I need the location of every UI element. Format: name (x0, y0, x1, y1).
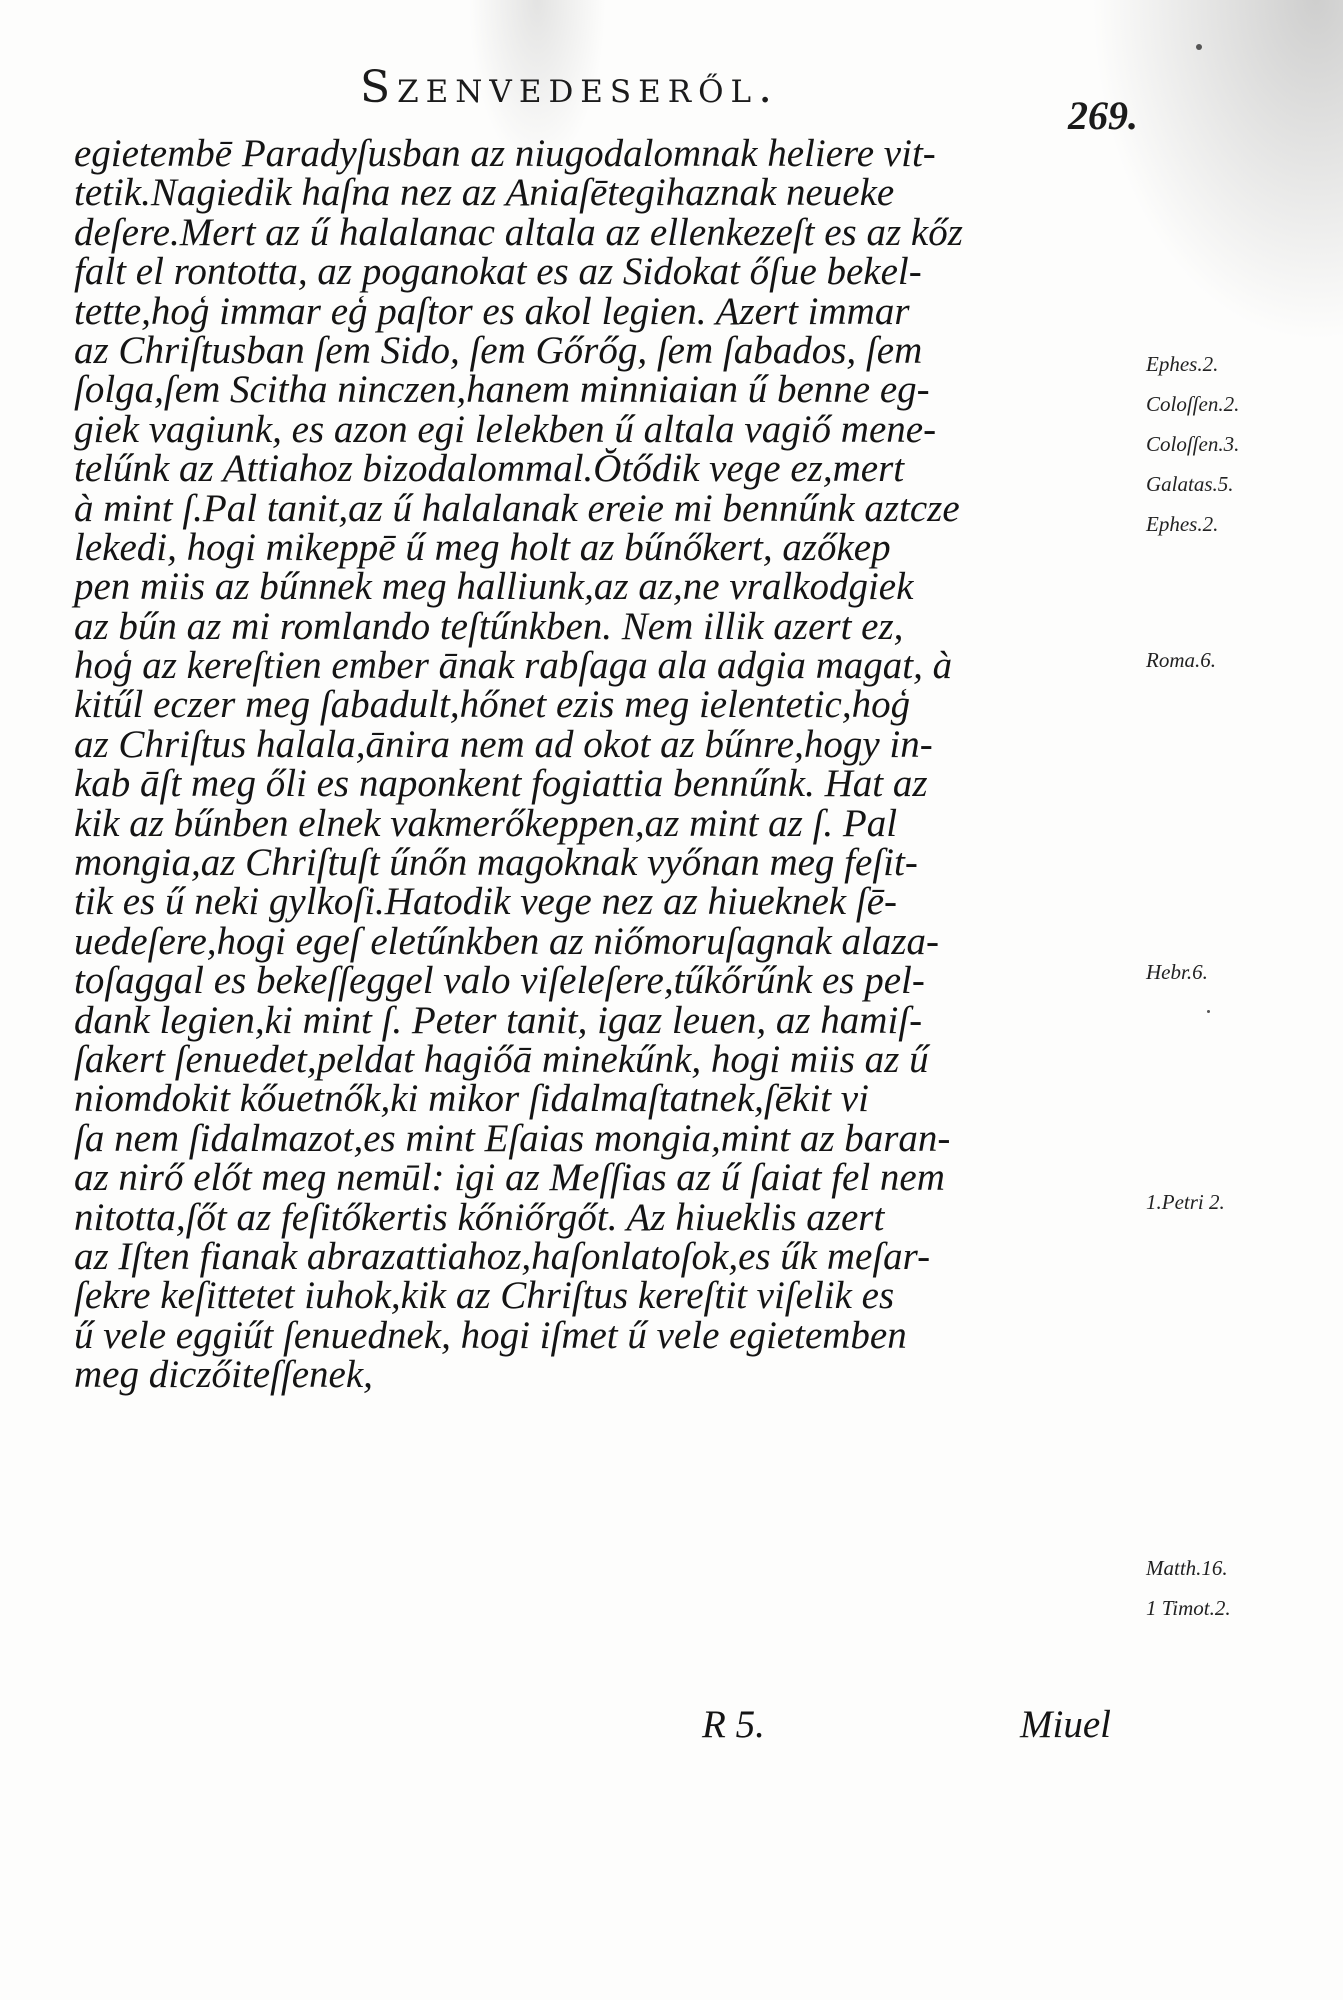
margin-note: Galatas.5. (1146, 472, 1234, 496)
text-line: kik az bűnben elnek vakmerőkeppen,az mint az ſ. Pal (74, 801, 898, 845)
margin-note: Hebr.6. (1146, 960, 1208, 984)
text-line: nitotta,ſőt az feſitőkertis kőniőrgőt. Az hiueklis azert (74, 1195, 885, 1239)
text-line: meg diczőiteſſenek, (74, 1353, 373, 1397)
margin-note: Coloſſen.2. (1146, 392, 1240, 416)
text-line: egietembē Paradyſusban az niugodalomnak heliere vit- (74, 132, 936, 175)
margin-note: Coloſſen.3. (1146, 432, 1240, 456)
text-line: pen miis az bűnnek meg halliunk,az az,ne vralkodgiek (74, 565, 914, 609)
ink-speck (1207, 1010, 1210, 1013)
text-line: falt el rontotta, az poganokat es az Sidokat őſue bekel- (74, 250, 922, 294)
text-line: ſakert ſenuedet,peldat hagiőā minekűnk, hogi miis az ű (74, 1037, 929, 1081)
body-text (74, 134, 1134, 1395)
text-line: telűnk az Attiahoz bizodalommal.Ŏtődik vege ez,mert (74, 447, 905, 491)
margin-note: Ephes.2. (1146, 352, 1219, 376)
text-line: tetik.Nagiedik haſna nez az Aniaſētegihaznak neueke (74, 171, 895, 215)
text-line: uedeſere,hogi egeſ eletűnkben az niőmoruſagnak alaza- (74, 919, 940, 963)
text-line: tik es ű neki gylkoſi.Hatodik vege nez az hiueknek ſē- (74, 880, 897, 924)
text-line: kab āſt meg őli es naponkent fogiattia bennűnk. Hat az (74, 762, 928, 806)
running-title: Szenvedeseről. (360, 62, 780, 113)
text-line: az nirő előt meg nemūl: igi az Meſſias az ű ſaiat fel nem (74, 1156, 945, 1200)
text-line: toſaggal es bekeſſeggel valo viſeleſere,tűkőrűnk es pel- (74, 959, 925, 1003)
margin-note: Roma.6. (1146, 648, 1216, 672)
margin-note: 1 Timot.2. (1146, 1596, 1231, 1620)
margin-note: 1.Petri 2. (1146, 1190, 1225, 1214)
text-line: lekedi, hogi mikeppē ű meg holt az bűnőkert, azőkep (74, 525, 891, 569)
catchword: Miuel (1020, 1703, 1111, 1746)
text-line: giek vagiunk, es azon egi lelekben ű altala vagiő mene- (74, 407, 937, 451)
text-line: deſere.Mert az ű halalanac altala az ellenkezeſt es az kőz (74, 210, 963, 254)
signature-mark: R 5. (702, 1703, 765, 1746)
text-line: az Chriſtus halala,ānira nem ad okot az bűnre,hogy in- (74, 722, 933, 766)
text-line: ſekre keſittetet iuhok,kik az Chriſtus kereſtit viſelik es (74, 1274, 895, 1318)
page-number: 269. (1068, 93, 1138, 138)
ink-speck (1196, 44, 1202, 50)
text-line: tette,hoģ immar eģ paſtor es akol legien. Azert immar (74, 289, 910, 333)
text-line: mongia,az Chriſtuſt űnőn magoknak vyőnan meg feſit- (74, 841, 918, 885)
text-line: à mint ſ.Pal tanit,az ű halalanak ereie mi bennűnk aztcze (74, 486, 960, 530)
margin-note: Matth.16. (1146, 1556, 1228, 1580)
text-line: hoģ az kereſtien ember ānak rabſaga ala adgia magat, à (74, 644, 953, 688)
text-line: az Chriſtusban ſem Sido, ſem Gőrőg, ſem ſabados, ſem (74, 328, 923, 372)
margin-note: Ephes.2. (1146, 512, 1219, 536)
text-line: ſolga,ſem Scitha ninczen,hanem minniaian ű benne eg- (74, 368, 930, 412)
text-line: az Iſten fianak abrazattiahoz,haſonlatoſok,es űk meſar- (74, 1234, 931, 1278)
text-line: niomdokit kőuetnők,ki mikor ſidalmaſtatnek,ſēkit vi (74, 1077, 869, 1121)
text-line: ű vele eggiűt ſenuednek, hogi iſmet ű vele egietemben (74, 1313, 907, 1357)
text-line: dank legien,ki mint ſ. Peter tanit, igaz leuen, az hamiſ- (74, 998, 923, 1042)
text-line: kitűl eczer meg ſabadult,hőnet ezis meg ielentetic,hoģ (74, 683, 911, 727)
text-line: ſa nem ſidalmazot,es mint Eſaias mongia,mint az baran- (74, 1116, 951, 1160)
text-line: az bűn az mi romlando teſtűnkben. Nem illik azert ez, (74, 604, 904, 648)
